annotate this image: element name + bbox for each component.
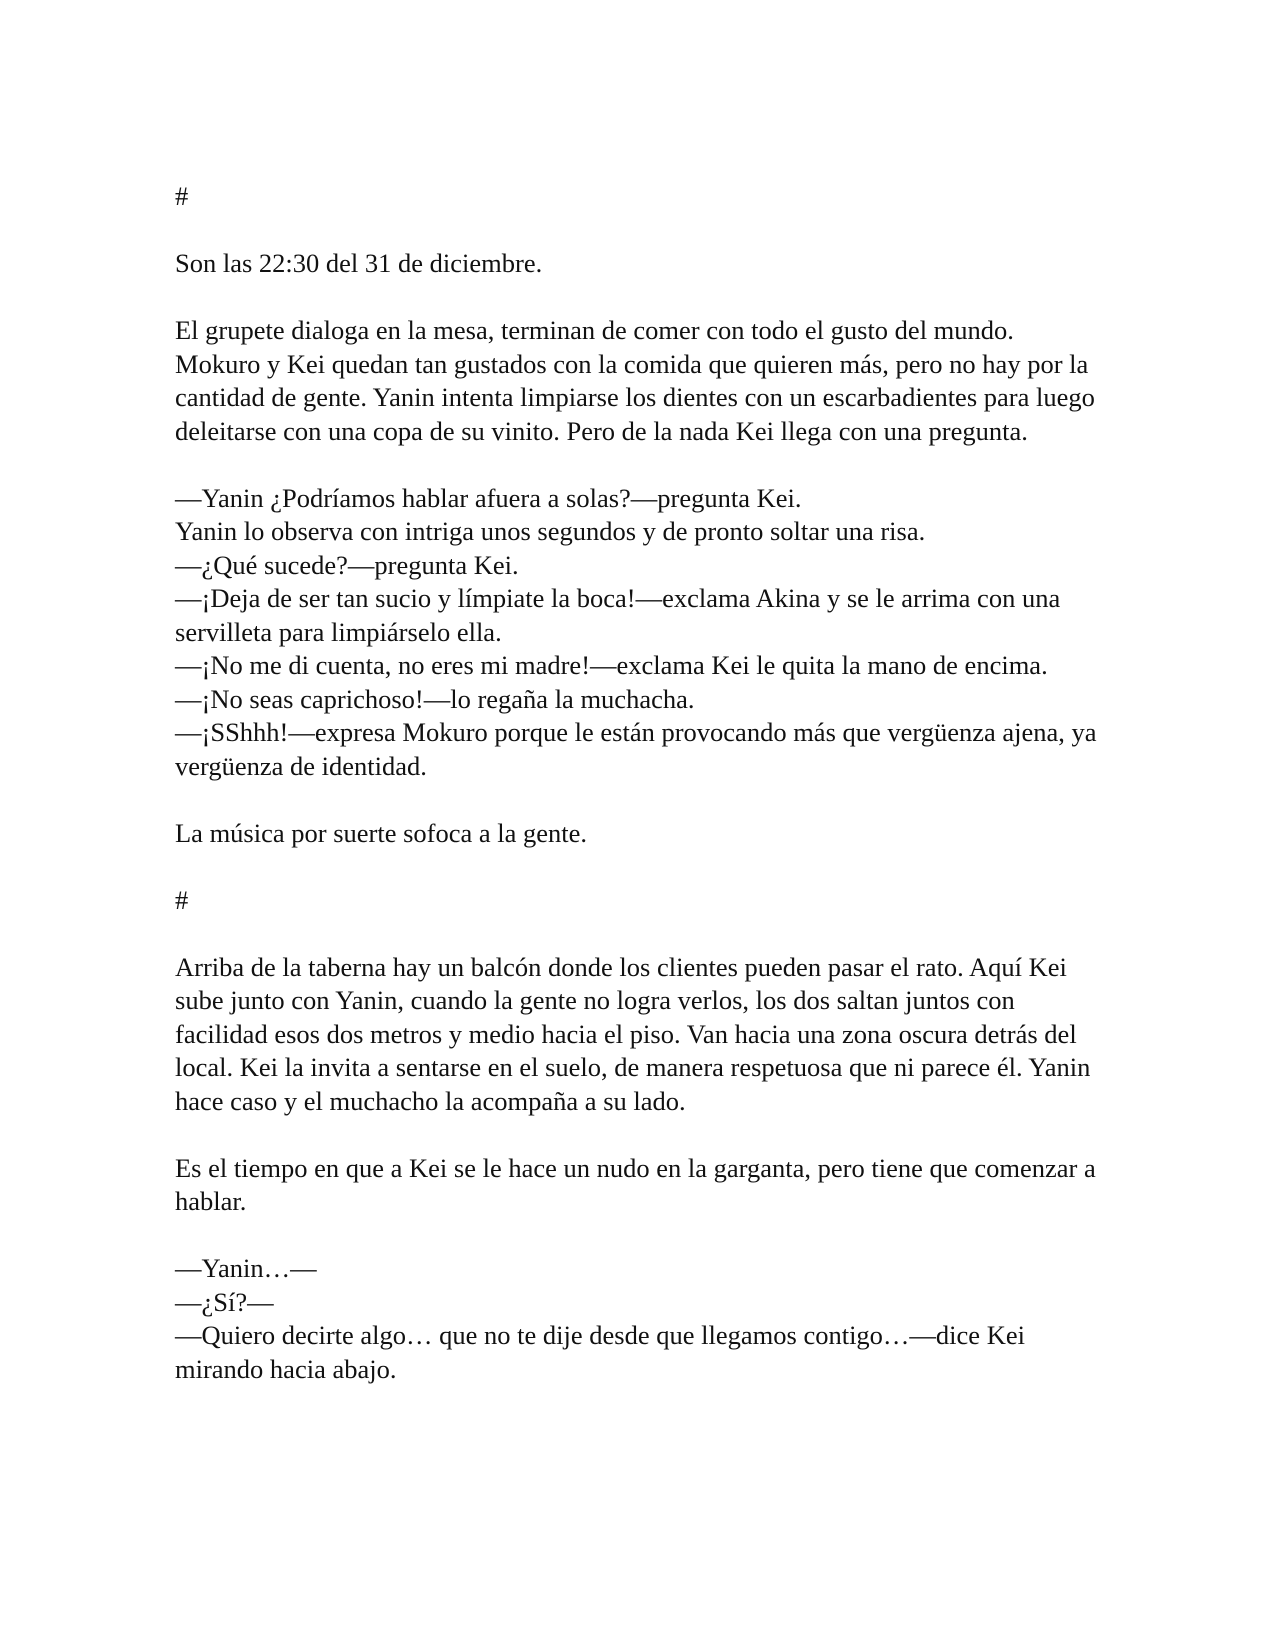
paragraph: —Yanin ¿Podríamos hablar afuera a solas?—pregunta Kei.: [175, 482, 802, 513]
paragraph: —¡No me di cuenta, no eres mi madre!—exclama Kei le quita la mano de encima.: [175, 650, 1048, 680]
paragraph-spacer: [175, 1118, 1105, 1152]
paragraph-spacer: [175, 448, 1105, 482]
paragraph-spacer: [175, 281, 1105, 315]
paragraph: Yanin lo observa con intriga unos segundos y de pronto soltar una risa.: [175, 516, 926, 546]
paragraph: La música por suerte sofoca a la gente.: [175, 817, 588, 848]
paragraph: —¡No seas caprichoso!—lo regaña la muchacha.: [175, 683, 695, 714]
paragraph: Son las 22:30 del 31 de diciembre.: [175, 248, 543, 278]
paragraph-spacer: [175, 917, 1105, 951]
paragraph-spacer: [175, 850, 1105, 884]
document-body: [175, 180, 1105, 1386]
paragraph: Es el tiempo en que a Kei se le hace un nudo en la garganta, pero tiene que comenzar a hablar.: [175, 1152, 1096, 1216]
paragraph-spacer: [175, 783, 1105, 817]
paragraph: Arriba de la taberna hay un balcón donde los clientes pueden pasar el rato. Aquí Kei sube junto con Yanin, cuando la gente no logra verlos, los dos saltan juntos con facilidad esos dos metros y medio hacia el piso. Van hacia una zona oscura detrás del local. Kei la invita a sentarse en el suelo, de manera respetuosa que ni parece él. Yanin hace caso y el muchacho la acompaña a su lado.: [175, 951, 1091, 1116]
scene-break: #: [175, 181, 189, 211]
paragraph: —¿Sí?—: [175, 1286, 274, 1317]
paragraph: El grupete dialoga en la mesa, terminan de comer con todo el gusto del mundo. Mokuro y Kei quedan tan gustados con la comida que quieren más, pero no hay por la cantidad de gente. Yanin intenta limpiarse los dientes con un escarbadientes para luego deleitarse con una copa de su vinito. Pero de la nada Kei llega con una pregunta.: [175, 315, 1095, 446]
paragraph-spacer: [175, 214, 1105, 248]
paragraph-spacer: [175, 1219, 1105, 1253]
paragraph: —¡Deja de ser tan sucio y límpiate la boca!—exclama Akina y se le arrima con una servilleta para limpiárselo ella.: [175, 583, 1061, 647]
paragraph: —Quiero decirte algo… que no te dije desde que llegamos contigo…—dice Kei mirando hacia abajo.: [175, 1320, 1025, 1384]
paragraph: —¡SShhh!—expresa Mokuro porque le están provocando más que vergüenza ajena, ya vergüenza de identidad.: [175, 717, 1097, 781]
paragraph: —Yanin…—: [175, 1253, 317, 1283]
scene-break: #: [175, 884, 189, 915]
paragraph: —¿Qué sucede?—pregunta Kei.: [175, 549, 519, 580]
